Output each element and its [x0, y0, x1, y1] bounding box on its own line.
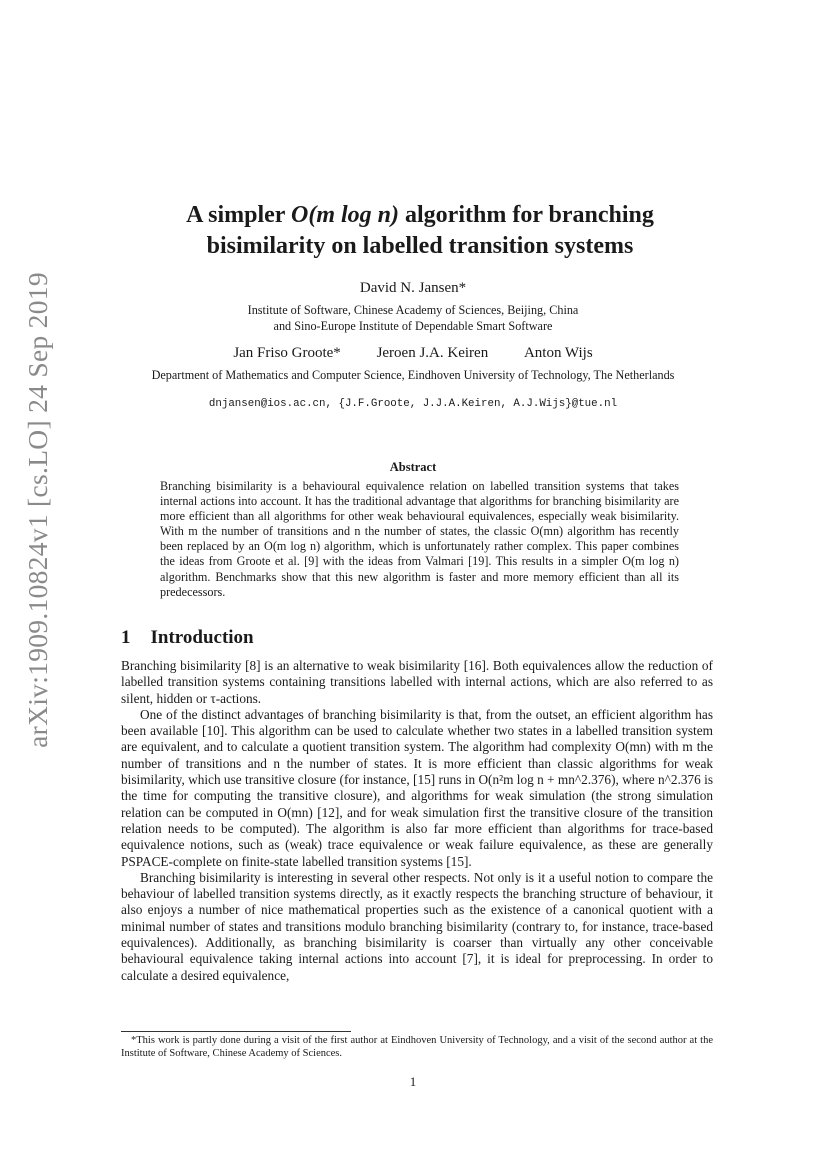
section-heading: [121, 627, 254, 649]
section-number: 1: [121, 627, 131, 648]
affiliation-ios: [0, 302, 826, 334]
author-list-tue: [0, 345, 826, 362]
abstract-text: Branching bisimilarity is a behavioural equivalence relation on labelled transition systems that takes internal actions into account. It has the traditional advantage that algorithms for branching bisimilarity are more efficient than all algorithms for other weak behavioural equivalences, especially weak bisimilarity. With m the number of transitions and n the number of states, the classic O(mn) algorithm has recently been replaced by an O(m log n) algorithm, which is unfortunately rather complex. This paper combines the ideas from Groote et al. [9] with the ideas from Valmari [19]. This results in a simpler O(m log n) algorithm. Benchmarks show that this new algorithm is faster and more memory efficient than all its predecessors.: [160, 479, 679, 599]
section-title: Introduction: [150, 627, 254, 648]
paragraph: Branching bisimilarity is interesting in several other respects. Not only is it a useful notion to compare the behaviour of labelled transition systems directly, as it exactly respects the branching structure of behaviour, it also enjoys a number of nice mathematical properties such as the existence of a canonical quotient with a minimal number of states and transitions modulo branching bisimilarity (contrary to, for instance, trace-based equivalences). Additionally, as branching bisimilarity is coarser than virtually any other conceivable behavioural equivalence taking internal actions into account [7], it is ideal for preprocessing. In order to calculate a desired equivalence,: [121, 869, 713, 983]
affiliation-line: and Sino-Europe Institute of Dependable Smart Software: [273, 319, 553, 333]
paper-title: [120, 200, 720, 262]
affiliation-tue: Department of Mathematics and Computer Science, Eindhoven University of Technology, The Netherlands: [151, 368, 675, 382]
author-emails: dnjansen@ios.ac.cn, {J.F.Groote, J.J.A.Keiren, A.J.Wijs}@tue.nl: [208, 398, 618, 410]
abstract-heading: Abstract: [389, 460, 437, 474]
affiliation-line: Institute of Software, Chinese Academy of Sciences, Beijing, China: [247, 303, 579, 317]
footnote: [121, 1034, 713, 1060]
title-line-2: bisimilarity on labelled transition systems: [206, 233, 634, 259]
footnote-rule: [121, 1031, 351, 1032]
paragraph: One of the distinct advantages of branching bisimilarity is that, from the outset, an efficient algorithm has been available [10]. This algorithm can be used to calculate whether two states in a labelled transition system are equivalent, and to calculate a quotient transition system. The algorithm had complexity O(mn) with m the number of transitions and n the number of states. It is more efficient than classic algorithms for weak bisimilarity, which use transitive closure (for instance, [15] runs in O(n²m log n + mn^2.376), where n^2.376 is the time for computing the transitive closure), and algorithms for weak simulation (the strong simulation relation can be computed in O(mn) [12], and for weak simulation first the transitive closure of the transition relation needs to be computed). The algorithm is also far more efficient than algorithms for trace-based equivalence notions, such as (weak) trace equivalence or weak failure equivalence, as these are generally PSPACE-complete on finite-state labelled transition systems [15].: [121, 706, 713, 869]
title-part: A simpler: [186, 202, 291, 228]
arxiv-stamp: [18, 272, 58, 748]
title-part: algorithm for branching: [399, 202, 654, 228]
author-jansen: David N. Jansen*: [359, 280, 467, 296]
author-keiren: Jeroen J.A. Keiren: [376, 345, 489, 361]
section-body: [121, 658, 713, 984]
author-wijs: Anton Wijs: [523, 345, 593, 361]
title-math: O(m log n): [291, 202, 399, 228]
author-groote: Jan Friso Groote*: [233, 345, 341, 361]
footnote-text: *This work is partly done during a visit of the first author at Eindhoven University of Technology, and a visit of the second author at the Institute of Software, Chinese Academy of Sciences.: [121, 1035, 713, 1059]
arxiv-stamp-text: arXiv:1909.10824v1 [cs.LO] 24 Sep 2019: [22, 272, 53, 748]
page-number: 1: [409, 1074, 417, 1089]
paragraph: Branching bisimilarity [8] is an alternative to weak bisimilarity [16]. Both equivalences allow the reduction of labelled transition systems containing transitions labelled with internal actions, which are also referred to as silent, hidden or τ-actions.: [121, 658, 713, 706]
